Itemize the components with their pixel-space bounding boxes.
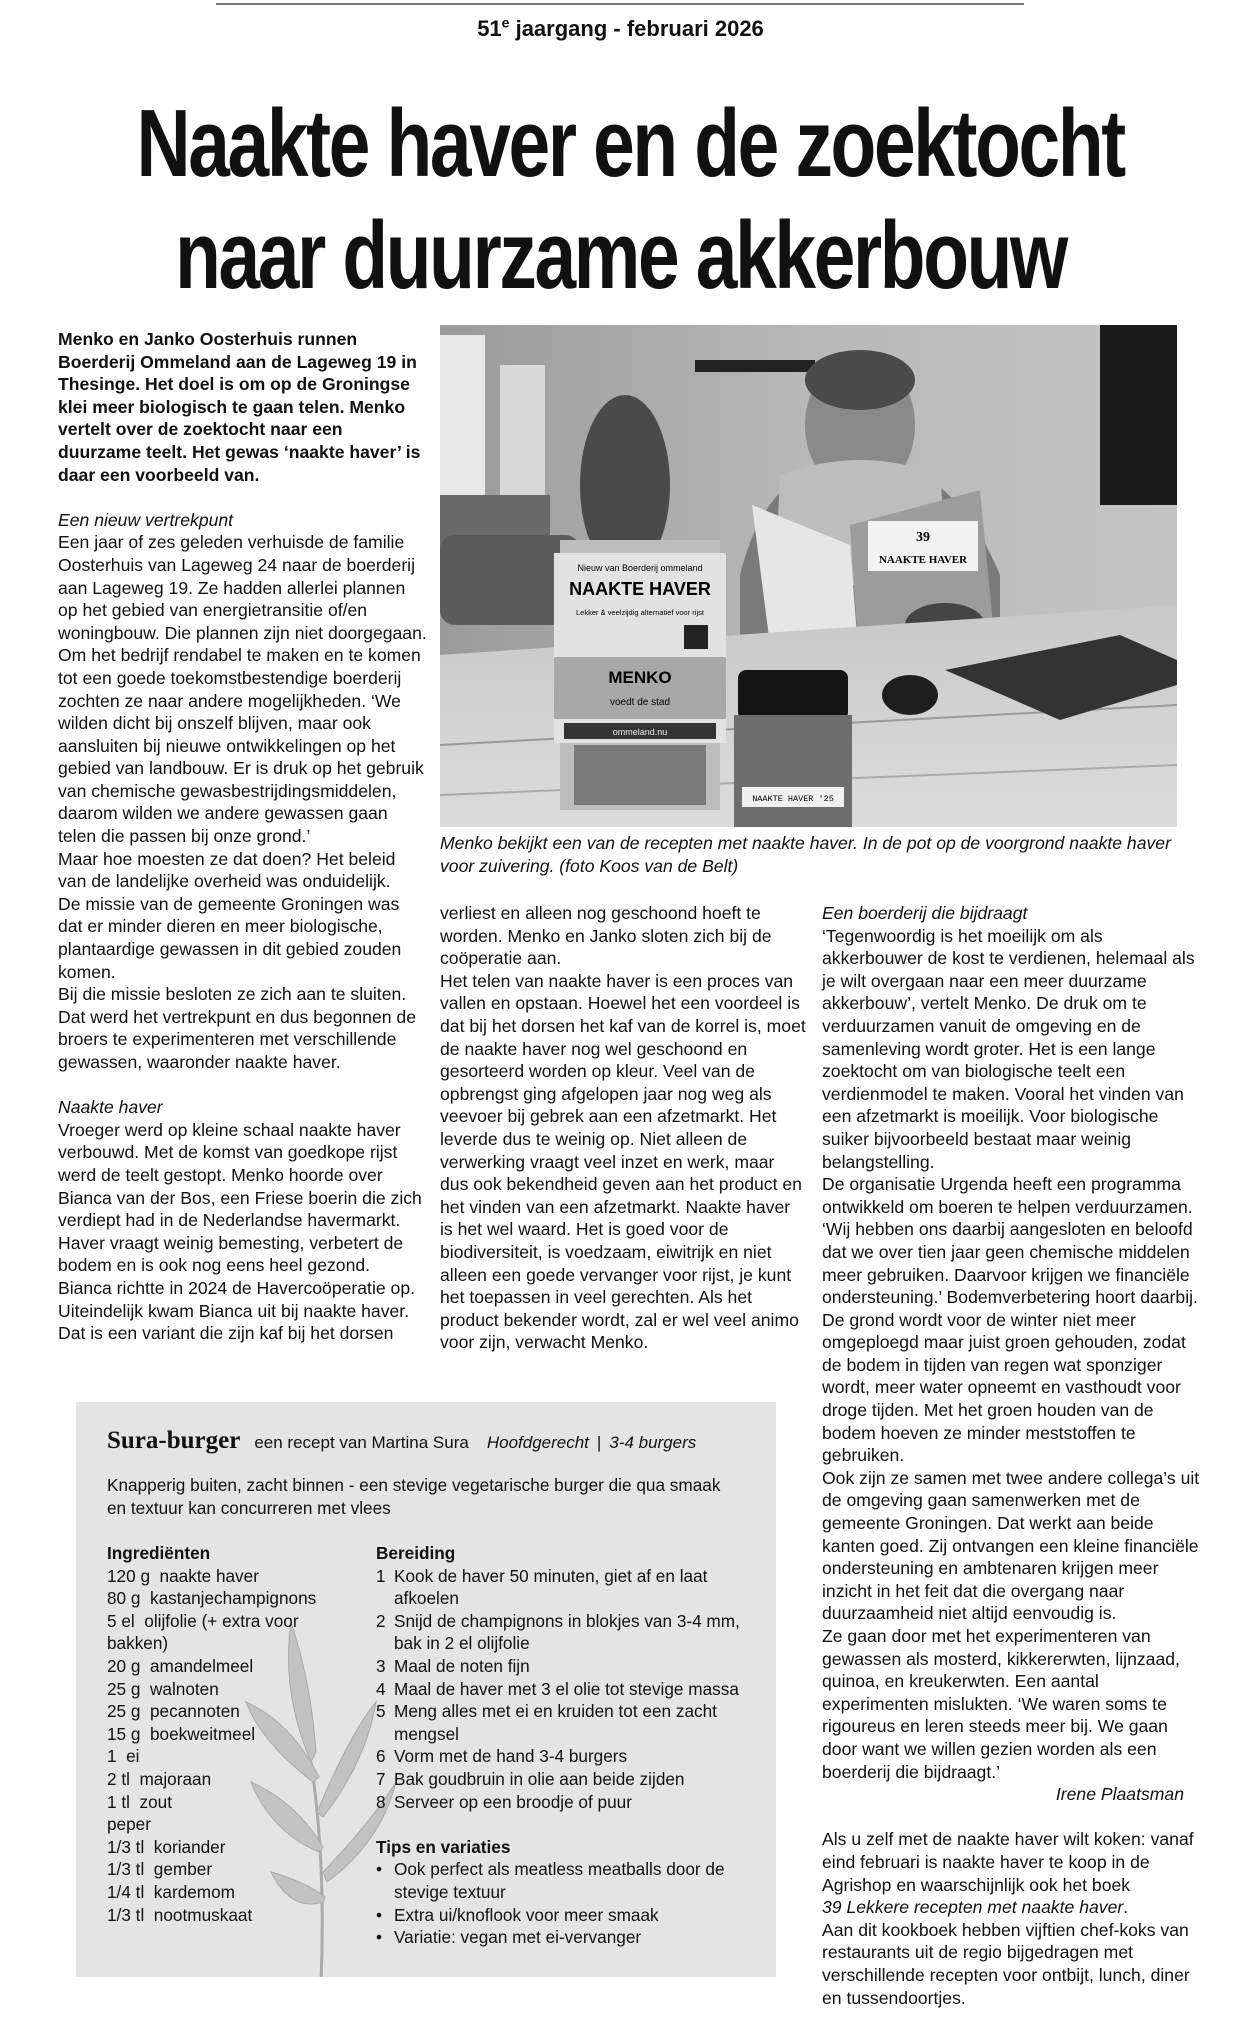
postscript-text: Als u zelf met de naakte haver wilt koken: vanaf eind februari is naakte haver te koop in de Agrishop en waarschijnlijk ook het boek bbox=[822, 1829, 1194, 1895]
ingredients-heading: Ingrediënten bbox=[107, 1543, 211, 1563]
preparation-step bbox=[376, 1610, 756, 1655]
book-title: NAAKTE HAVER bbox=[878, 554, 968, 566]
issue-line bbox=[0, 14, 1241, 44]
ingredient-item: 2 tl majoraan bbox=[107, 1768, 212, 1789]
ingredients-list bbox=[107, 1542, 357, 1926]
article-intro: Menko en Janko Oosterhuis runnen Boerderij Ommeland aan de Lageweg 19 in Thesinge. Het doel is om op de Groningse klei meer biologisch te gaan telen. Menko vertelt over de zoektocht naar een duurzame teelt. Het gewas ‘naakte haver’ is daar een voorbeeld van. bbox=[58, 329, 421, 485]
step-number: 1 bbox=[376, 1565, 386, 1586]
issue-number: 51 bbox=[477, 16, 502, 41]
tip-item bbox=[376, 1926, 756, 1949]
preparation-step bbox=[376, 1791, 756, 1814]
recipe-yield: 3-4 burgers bbox=[609, 1433, 697, 1452]
step-text: Vorm met de hand 3-4 burgers bbox=[394, 1746, 628, 1767]
photo-caption: Menko bekijkt een van de recepten met naakte haver. In de pot op de voorgrond naakte haver voor zuivering. (foto Koos van de Belt) bbox=[440, 833, 1171, 876]
step-number: 5 bbox=[376, 1701, 386, 1722]
paragraph: Aan dit kookboek hebben vijftien chef-koks van restaurants uit de regio bijgedragen met verschillende recepten voor ontbijt, lunch, diner en tussendoortjes. bbox=[822, 1919, 1190, 2008]
headline-line-2: naar duurzame akkerbouw bbox=[175, 202, 1066, 309]
issue-suffix: e bbox=[501, 14, 510, 31]
paragraph: Vroeger werd op kleine schaal naakte haver verbouwd. Met de komst van goedkope rijst werd de teelt gestopt. Menko hoorde over Bianca van der Bos, een Friese boerin die zich verdiept had in de Nederlandse havermarkt. Haver vraagt weinig bemesting, verbetert de bodem en is ook nog eens heel gezond. bbox=[58, 1119, 422, 1276]
article-column-3 bbox=[822, 902, 1202, 2009]
postscript bbox=[822, 1828, 1202, 1918]
tip-text: Extra ui/knoflook voor meer smaak bbox=[394, 1904, 659, 1925]
preparation-step bbox=[376, 1768, 756, 1791]
author-byline: Irene Plaatsman bbox=[1055, 1784, 1184, 1805]
article-column-1 bbox=[58, 328, 428, 1345]
headline-line-1: Naakte haver en de zoektocht bbox=[136, 90, 1124, 197]
step-number: 6 bbox=[376, 1746, 386, 1767]
ingredient-item: 1 tl zout bbox=[107, 1791, 172, 1812]
photo-illustration bbox=[440, 325, 1177, 827]
paragraph: Maar hoe moesten ze dat doen? Het beleid van de landelijke overheid was onduidelijk. bbox=[58, 848, 396, 892]
tip-item bbox=[376, 1858, 756, 1903]
section-heading: Naakte haver bbox=[58, 1097, 163, 1118]
ingredient-item: 120 g naakte haver bbox=[107, 1565, 259, 1586]
bag-title: NAAKTE HAVER bbox=[569, 579, 711, 599]
ingredient-item: 25 g walnoten bbox=[107, 1678, 219, 1699]
ingredient-item: 1/3 tl koriander bbox=[107, 1836, 226, 1857]
bag-subtitle: Lekker & veelzijdig alternatief voor rijst bbox=[576, 608, 704, 617]
step-text: Meng alles met ei en kruiden tot een zacht mengsel bbox=[394, 1701, 717, 1744]
step-text: Maal de noten fijn bbox=[394, 1655, 530, 1676]
step-text: Serveer op een broodje of puur bbox=[394, 1791, 632, 1812]
bullet-icon: • bbox=[376, 1904, 383, 1925]
step-number: 2 bbox=[376, 1610, 386, 1631]
recipe-description: Knapperig buiten, zacht binnen - een stevige vegetarische burger die qua smaak en textuur kan concurreren met vlees bbox=[107, 1475, 721, 1518]
recipe-separator: | bbox=[596, 1433, 602, 1452]
ingredient-item: 20 g amandelmeel bbox=[107, 1655, 254, 1676]
section-heading: Een boerderij die bijdraagt bbox=[822, 903, 1028, 923]
issue-date: jaargang - februari 2026 bbox=[509, 16, 764, 41]
preparation-step bbox=[376, 1565, 756, 1610]
recipe-header bbox=[107, 1426, 757, 1458]
step-number: 4 bbox=[376, 1678, 386, 1699]
paragraph: Bij die missie besloten ze zich aan te sluiten. Dat werd het vertrekpunt en dus begonnen de broers te experimenteren met verschillende gewassen, waaronder naakte haver. bbox=[58, 984, 416, 1072]
preparation-step bbox=[376, 1700, 756, 1745]
ingredient-item: 1 ei bbox=[107, 1746, 140, 1767]
step-number: 8 bbox=[376, 1791, 386, 1812]
headline bbox=[136, 88, 1124, 312]
article-column-2 bbox=[440, 902, 806, 1354]
ingredient-item: 25 g pecannoten bbox=[107, 1701, 240, 1722]
bag-slogan-2: voedt de stad bbox=[609, 697, 671, 708]
recipe-course: Hoofdgerecht bbox=[486, 1433, 589, 1452]
book-title-reference: 39 Lekkere recepten met naakte haver bbox=[822, 1897, 1124, 1918]
paragraph: Bianca richtte in 2024 de Havercoöperatie op. Uiteindelijk kwam Bianca uit bij naakte haver. Dat is een variant die zijn kaf bij het dorsen bbox=[58, 1277, 415, 1344]
bullet-icon: • bbox=[376, 1859, 383, 1880]
preparation-heading: Bereiding bbox=[376, 1543, 456, 1563]
tip-text: Ook perfect als meatless meatballs door de stevige textuur bbox=[394, 1859, 725, 1902]
step-text: Kook de haver 50 minuten, giet af en laat afkoelen bbox=[394, 1565, 708, 1609]
top-rule bbox=[216, 3, 1024, 5]
tip-item bbox=[376, 1904, 756, 1927]
book-number: 39 bbox=[916, 530, 930, 545]
paragraph: Een jaar of zes geleden verhuisde de familie Oosterhuis van Lageweg 24 naar de boerderij aan Lageweg 19. Ze hadden allerlei plannen op het gebied van energietransitie of/en woningbouw. Die plannen zijn niet doorgegaan. Om het bedrijf rendabel te maken en te komen tot een goede toekomstbestendige boerderij zochten ze naar andere mogelijkheden. ‘We wilden dicht bij onszelf blijven, maar ook aansluiten bij nieuwe ontwikkelingen op het gebied van landbouw. Er is druk op het gebruik van chemische gewasbestrijdingsmiddelen, daarom wilden we andere gewassen gaan telen die passen bij onze grond.’ bbox=[58, 532, 427, 847]
paragraph: ‘Tegenwoordig is het moeilijk om als akkerbouwer de kost te verdienen, helemaal als je wilt overgaan naar een meer duurzame akkerbouw’, vertelt Menko. De druk om te verduurzamen vanuit de omgeving en de samenleving wordt groter. Het is een lange zoektocht om van biologische teelt een verdienmodel te maken. Vooral het vinden van een afzetmarkt is moeilijk. Voor biologische suiker bijvoorbeeld bestaat maar weinig belangstelling. bbox=[822, 925, 1195, 1172]
paragraph: De missie van de gemeente Groningen was dat er minder dieren en meer biologische, plantaardige gewassen in dit gebied zouden komen. bbox=[58, 893, 402, 982]
recipe-box bbox=[76, 1402, 776, 1977]
paragraph: Ook zijn ze samen met twee andere collega’s uit de omgeving gaan samenwerken met de gemeente Groningen. Dat werkt aan beide kanten goed. Zij ontvangen een kleine financiële ondersteuning en ambtenaren krijgen meer inzicht in het feit dat die overgang naar duurzaamheid niet altijd eenvoudig is. bbox=[822, 1467, 1200, 1624]
step-number: 3 bbox=[376, 1655, 386, 1676]
section-heading: Een nieuw vertrekpunt bbox=[58, 509, 234, 530]
bag-slogan-1: MENKO bbox=[608, 668, 672, 687]
step-text: Bak goudbruin in olie aan beide zijden bbox=[394, 1768, 685, 1789]
jar-label: NAAKTE HAVER '25 bbox=[752, 794, 834, 804]
bullet-icon: • bbox=[376, 1927, 383, 1948]
ingredient-item: 1/4 tl kardemom bbox=[107, 1881, 235, 1902]
step-text: Maal de haver met 3 el olie tot stevige massa bbox=[394, 1678, 739, 1699]
step-number: 7 bbox=[376, 1768, 386, 1789]
ingredient-item: 1/3 tl nootmuskaat bbox=[107, 1904, 253, 1925]
bag-brand: Nieuw van Boerderij ommeland bbox=[577, 563, 703, 573]
ingredient-item: 15 g boekweitmeel bbox=[107, 1723, 256, 1744]
step-text: Snijd de champignons in blokjes van 3-4 mm, bak in 2 el olijfolie bbox=[394, 1610, 740, 1654]
preparation-step bbox=[376, 1655, 756, 1678]
paragraph: Ze gaan door met het experimenteren van gewassen als mosterd, kikkererwten, lijnzaad, quinoa, en kreukerwten. Een aantal experimenten mislukten. ‘We waren soms te rigoureus en leren steeds meer bij. We gaan door want we willen gezien worden als een boerderij die bijdraagt.’ bbox=[822, 1626, 1180, 1782]
paragraph: De organisatie Urgenda heeft een programma ontwikkeld om boeren te helpen verduurzamen. ‘Wij hebben ons daarbij aangesloten en beloofd dat we over tien jaar geen chemische middelen meer gebruiken. Daarvoor krijgen we financiële ondersteuning.’ Bodemverbetering hoort daarbij. De grond wordt voor de winter niet meer omgeploegd maar juist groen gehouden, zodat de bodem in tijden van regen wat sponziger wordt, meer water opneemt en vasthoudt voor droge tijden. Met het groen houden van de bodem hoeven ze minder meststoffen te gebruiken. bbox=[822, 1174, 1198, 1466]
article-photo bbox=[440, 325, 1177, 827]
bag-site: ommeland.nu bbox=[612, 727, 668, 737]
ingredient-item: 1/3 tl gember bbox=[107, 1859, 213, 1880]
preparation-step bbox=[376, 1745, 756, 1768]
paragraph: Het telen van naakte haver is een proces van vallen en opstaan. Hoewel het een voordeel is dat bij het dorsen het kaf van de korrel is, moet de naakte haver nog wel geschoond en gesorteerd worden op kleur. Veel van de opbrengst ging afgelopen jaar nog weg als veevoer bij gebrek aan een afzetmarkt. Het leverde dus te weinig op. Niet alleen de verwerking vraagt veel inzet en werk, maar dus ook bekendheid geven aan het product en het vinden van een afzetmarkt. Naakte haver is het wel waard. Het is goed voor de biodiversiteit, is voedzaam, eiwitrijk en niet alleen een goede vervanger voor rijst, je kunt het toepassen in veel gerechten. Als het product bekender wordt, zal er wel veel animo voor zijn, verwacht Menko. bbox=[440, 970, 806, 1353]
postscript-period: . bbox=[1123, 1897, 1129, 1918]
tip-text: Variatie: vegan met ei-vervanger bbox=[394, 1927, 642, 1948]
ingredient-item: 5 el olijfolie (+ extra voor bakken) bbox=[107, 1610, 304, 1654]
tips-heading: Tips en variaties bbox=[376, 1836, 511, 1857]
preparation-section bbox=[376, 1542, 756, 1949]
paragraph: verliest en alleen nog geschoond hoeft te worden. Menko en Janko sloten zich bij de coöperatie aan. bbox=[440, 903, 772, 969]
recipe-author: een recept van Martina Sura bbox=[254, 1433, 469, 1452]
preparation-step bbox=[376, 1678, 756, 1701]
recipe-name: Sura-burger bbox=[107, 1427, 241, 1454]
ingredient-item: peper bbox=[107, 1814, 151, 1835]
ingredient-item: 80 g kastanjechampignons bbox=[107, 1588, 317, 1609]
